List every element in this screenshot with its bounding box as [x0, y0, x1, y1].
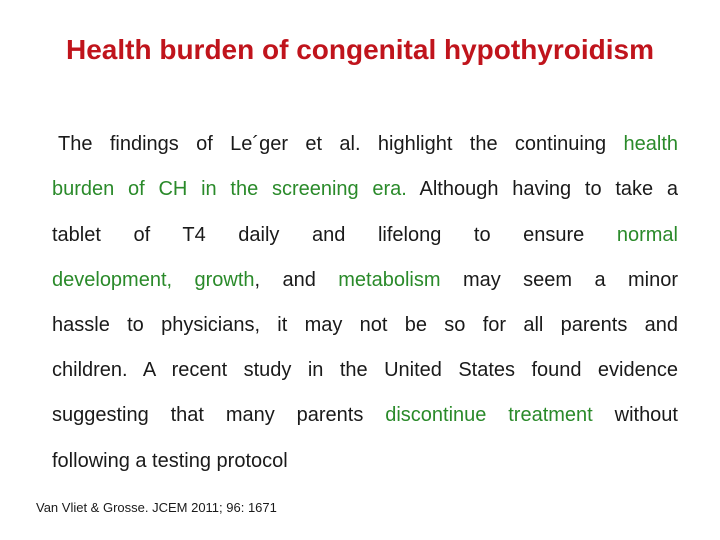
body-line-3 [52, 224, 678, 247]
body-text: children. A recent study in the United States found evidence [52, 359, 678, 381]
body-text: , and [254, 269, 339, 291]
body-text: hassle to physicians, it may not be so for all parents and [52, 314, 678, 336]
body-line-8 [52, 450, 678, 473]
body-text: tablet of T4 daily and lifelong to ensure [52, 224, 617, 246]
body-text: following a testing protocol [52, 450, 288, 472]
body-line-7 [52, 404, 678, 427]
body-text: suggesting that many parents [52, 404, 386, 426]
citation: Van Vliet & Grosse. JCEM 2011; 96: 1671 [36, 500, 277, 515]
highlight-development: development, growth [52, 269, 255, 291]
body-text: may seem a minor [440, 269, 678, 291]
highlight-metabolism: metabolism [338, 269, 441, 291]
body-line-1 [58, 133, 678, 156]
highlight-discontinue: discontinue treatment [385, 404, 593, 426]
slide-title: Health burden of congenital hypothyroidism [65, 34, 655, 65]
body-line-6 [52, 359, 678, 382]
highlight-health: health [623, 133, 678, 155]
body-line-5 [52, 314, 678, 337]
body-text: without [592, 404, 678, 426]
body-text: Although having to take a [406, 178, 678, 200]
highlight-burden: burden of CH in the screening era. [52, 178, 407, 200]
body-line-4 [52, 269, 678, 292]
highlight-normal: normal [616, 224, 678, 246]
body-text: The findings of Le´ger et al. highlight the continuing [58, 133, 624, 155]
body-line-2 [52, 178, 678, 201]
